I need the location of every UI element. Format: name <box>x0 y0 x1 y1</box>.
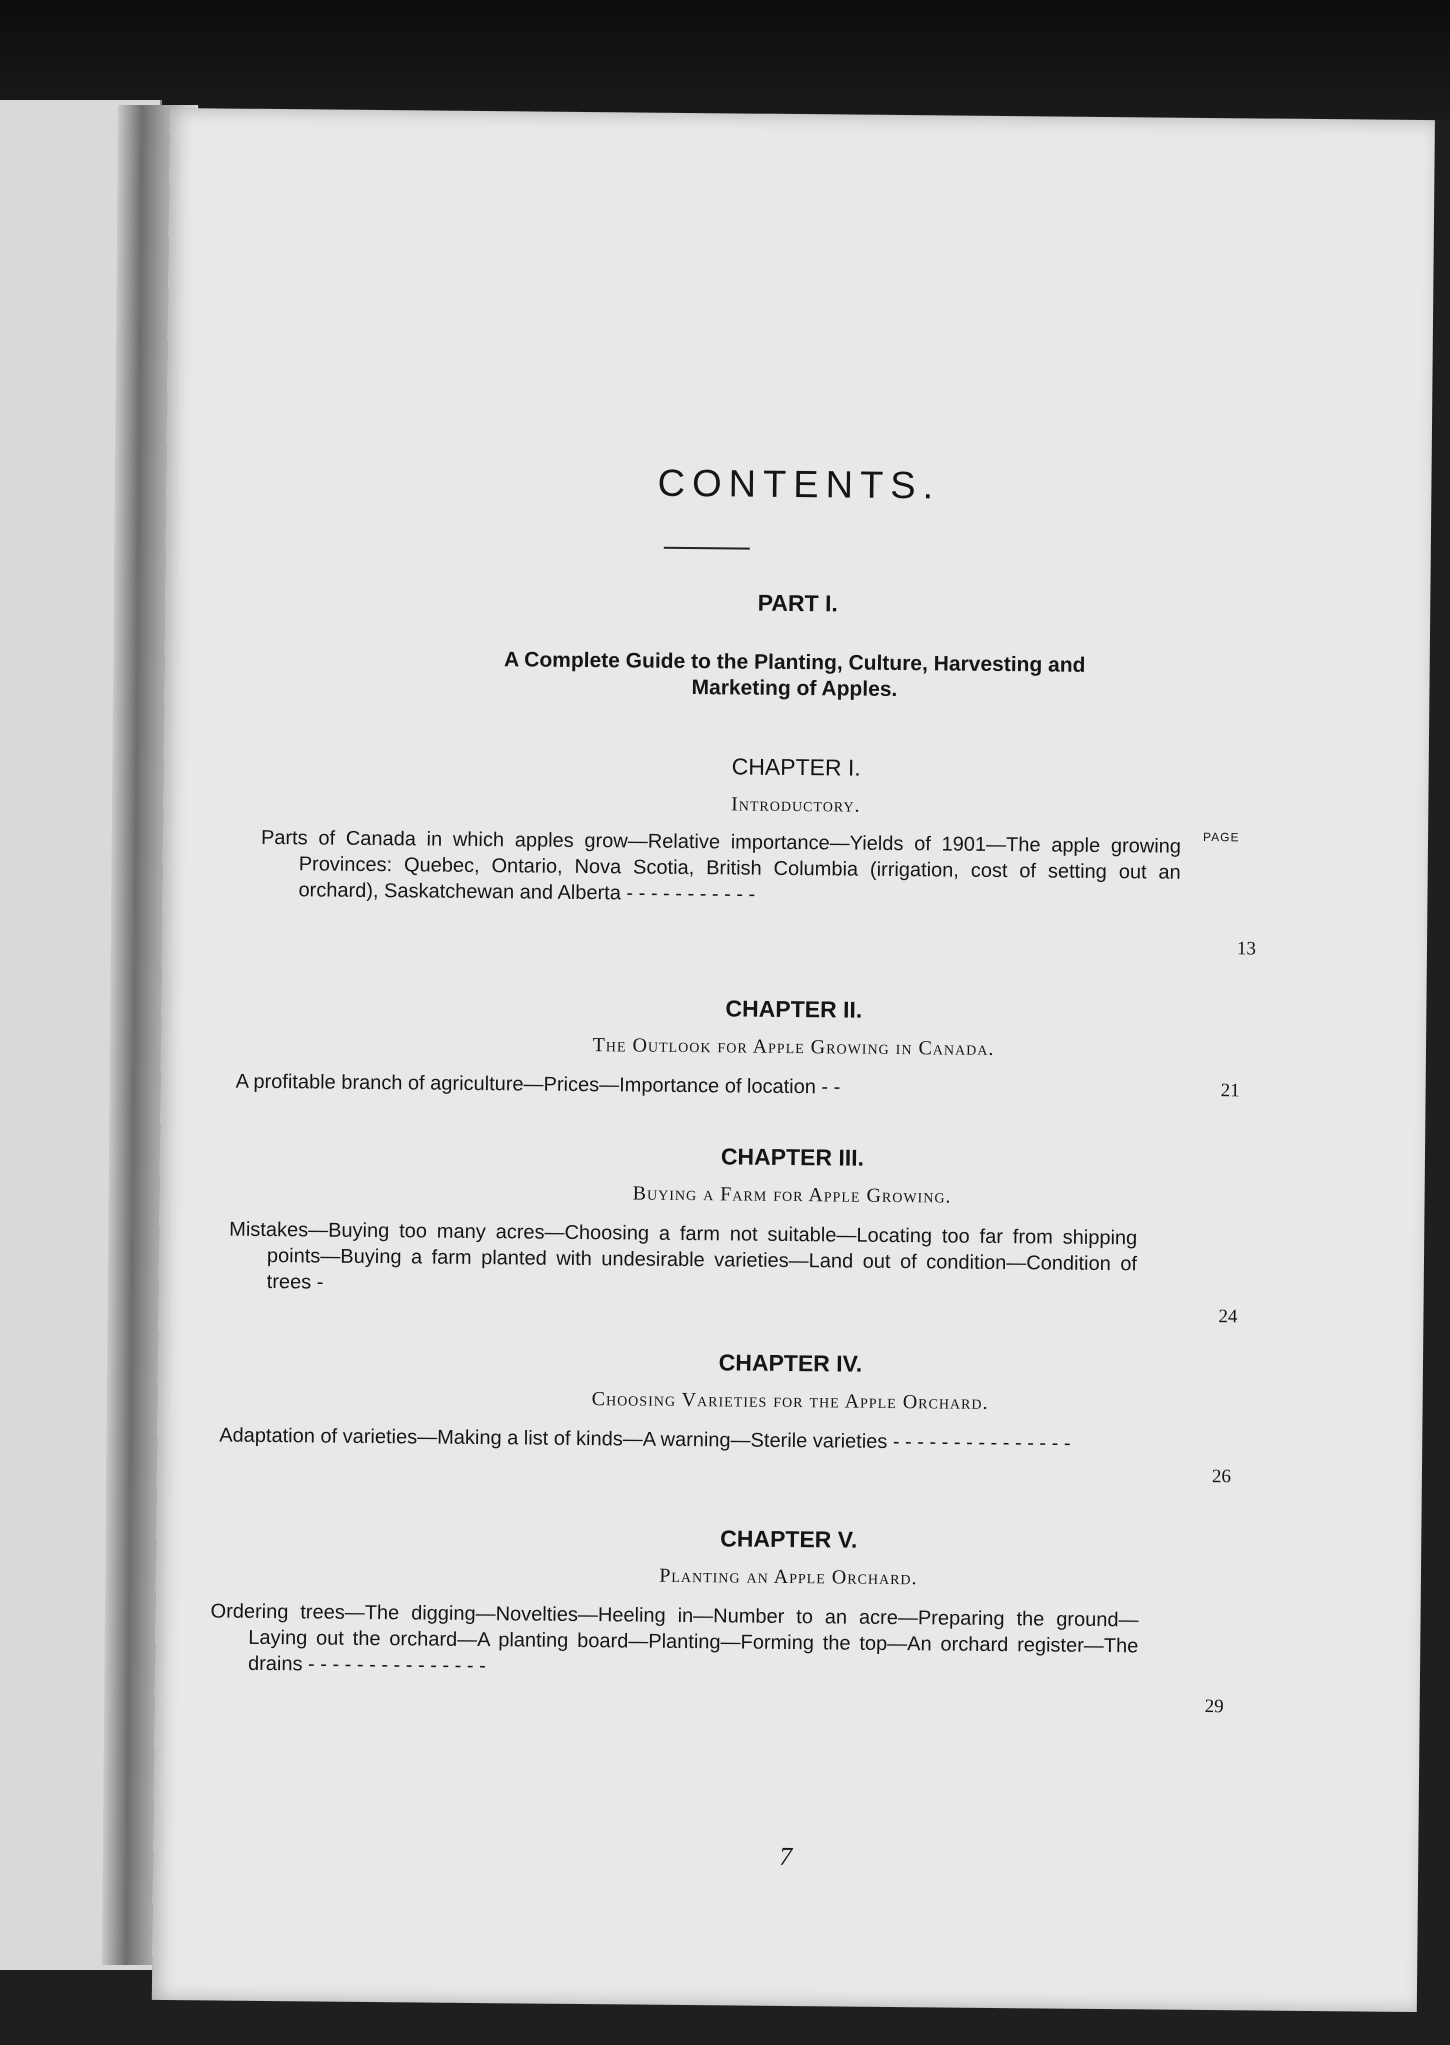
chapter-heading-2: CHAPTER II. <box>725 995 863 1023</box>
chapter-subtitle-5: Planting an Apple Orchard. <box>659 1564 918 1590</box>
scan-background-top <box>0 0 1450 120</box>
chapter-entry-4: Adaptation of varieties—Making a list of kinds—A warning—Sterile varieties - - - - - - - - - - - - - - - <box>219 1424 1071 1455</box>
chapter-heading-3: CHAPTER III. <box>720 1143 865 1171</box>
chapter-page-4: 26 <box>1211 1466 1232 1488</box>
chapter-page-1: 13 <box>1236 938 1257 960</box>
chapter-heading-1: CHAPTER I. <box>731 753 861 781</box>
chapter-entry-3: Mistakes—Buying too many acres—Choosing a farm not suitable—Locating too far from shipping points—Buying a farm planted with undesirable varieties—Land out of condition—Condition of trees - <box>229 1218 1138 1294</box>
chapter-page-3: 24 <box>1218 1306 1238 1328</box>
page-column-label: PAGE <box>1202 829 1240 845</box>
chapter-page-5: 29 <box>1204 1696 1224 1718</box>
part-heading: PART I. <box>757 589 838 617</box>
chapter-entry-1: Parts of Canada in which apples grow—Relative importance—Yields of 1901—The apple growing Provinces: Quebec, Ontario, Nova Scotia, British Columbia (irrigation, cost of setting out an orchard), Saskatchewan and Alberta - - - - - - - - - - - <box>260 826 1182 906</box>
part-subtitle: A Complete Guide to the Planting, Culture, Harvesting and Marketing of Apples. <box>503 648 1086 702</box>
chapter-heading-5: CHAPTER V. <box>720 1525 858 1553</box>
chapter-subtitle-1: Introductory. <box>731 793 861 817</box>
chapter-entry-5: Ordering trees—The digging—Novelties—Heeling in—Number to an acre—Preparing the ground—Laying out the orchard—A planting board—Planting—Forming the top—An orchard register—The drains - - - - - - - - - - - - - - - <box>210 1600 1139 1678</box>
chapter-heading-4: CHAPTER IV. <box>718 1349 863 1377</box>
chapter-subtitle-3: Buying a Farm for Apple Growing. <box>632 1182 952 1208</box>
page-title: CONTENTS. <box>657 462 941 508</box>
chapter-page-2: 21 <box>1220 1080 1240 1102</box>
title-rule <box>664 547 750 550</box>
chapter-entry-2: A profitable branch of agriculture—Prices—Importance of location - - <box>235 1070 841 1099</box>
chapter-subtitle-2: The Outlook for Apple Growing in Canada. <box>592 1034 995 1060</box>
chapter-subtitle-4: Choosing Varieties for the Apple Orchard. <box>591 1388 989 1414</box>
document-page <box>152 108 1435 2012</box>
page-number-folio: 7 <box>779 1841 793 1872</box>
